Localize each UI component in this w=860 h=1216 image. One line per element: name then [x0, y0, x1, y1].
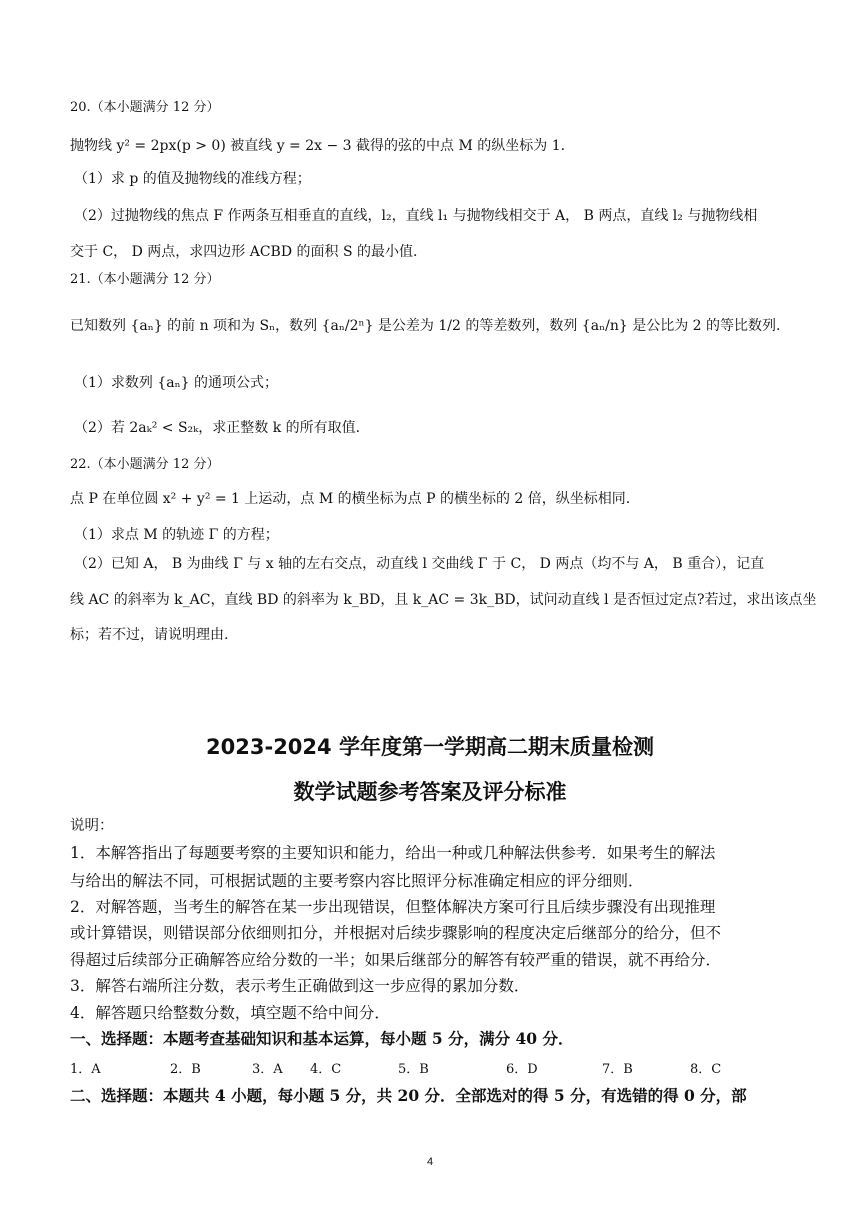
- q20-part2-line1: （2）过抛物线的焦点 F 作两条互相垂直的直线，l₂，直线 l₁ 与抛物线相交于 A， B 两点，直线 l₂ 与抛物线相: [74, 208, 758, 224]
- choice-answer: 5．B: [398, 1062, 429, 1077]
- q22-part1: （1）求点 M 的轨迹 Γ 的方程；: [74, 527, 279, 543]
- section-1-heading: 一、选择题：本题考查基础知识和基本运算，每小题 5 分，满分 40 分．: [70, 1029, 574, 1048]
- q20-stem: 抛物线 y² = 2px(p > 0) 被直线 y = 2x − 3 截得的弦的中点 M 的纵坐标为 1.: [70, 138, 566, 154]
- section-2-heading: 二、选择题：本题共 4 小题，每小题 5 分，共 20 分．全部选对的得 5 分，有选错的得 0 分，部: [70, 1086, 747, 1105]
- choice-answer: 6．D: [506, 1062, 538, 1077]
- page-number: 4: [426, 1156, 434, 1168]
- choice-answer: 7．B: [602, 1062, 633, 1077]
- q20-part2-line2: 交于 C， D 两点，求四边形 ACBD 的面积 S 的最小值.: [70, 244, 418, 260]
- q20-heading: 20.（本小题满分 12 分）: [70, 100, 220, 115]
- note-line: 得超过后续部分正确解答应给分数的一半；如果后继部分的解答有较严重的错误，就不再给分．: [70, 951, 722, 969]
- note-line: 3．解答右端所注分数，表示考生正确做到这一步应得的累加分数．: [70, 977, 530, 995]
- q22-part2-line1: （2）已知 A， B 为曲线 Γ 与 x 轴的左右交点，动直线 l 交曲线 Γ 于 C， D 两点（均不与 A， B 重合），记直: [74, 556, 765, 572]
- answer-key-title: 2023-2024 学年度第一学期高二期末质量检测: [206, 735, 654, 759]
- note-line: 4．解答题只给整数分数，填空题不给中间分．: [70, 1004, 390, 1022]
- q21-part2: （2）若 2aₖ² < S₂ₖ，求正整数 k 的所有取值.: [74, 420, 361, 436]
- q21-heading: 21.（本小题满分 12 分）: [70, 272, 220, 287]
- choice-answer: 8．C: [690, 1062, 722, 1077]
- q22-heading: 22.（本小题满分 12 分）: [70, 457, 220, 472]
- note-line: 与给出的解法不同，可根据试题的主要考察内容比照评分标准确定相应的评分细则．: [70, 872, 644, 890]
- q22-part2-line3: 标；若不过，请说明理由.: [70, 627, 229, 643]
- note-line: 1．本解答指出了每题要考察的主要知识和能力，给出一种或几种解法供参考．如果考生的解法: [70, 844, 716, 862]
- choice-answer: 2．B: [170, 1062, 201, 1077]
- q22-part2-line2: 线 AC 的斜率为 k_AC，直线 BD 的斜率为 k_BD，且 k_AC = 3k_BD，试问动直线 l 是否恒过定点?若过，求出该点坐: [70, 592, 817, 608]
- choice-answer: 1．A: [70, 1062, 101, 1077]
- answer-key-subtitle: 数学试题参考答案及评分标准: [293, 780, 567, 804]
- note-line: 或计算错误，则错误部分依细则扣分，并根据对后续步骤影响的程度决定后继部分的给分，但不: [70, 924, 722, 942]
- q20-part1: （1）求 p 的值及抛物线的准线方程；: [74, 171, 311, 187]
- choice-answer: 3．A: [252, 1062, 283, 1077]
- note-label: 说明：: [70, 818, 114, 834]
- q21-part1: （1）求数列 {aₙ} 的通项公式；: [74, 375, 279, 391]
- q21-stem: 已知数列 {aₙ} 的前 n 项和为 Sₙ，数列 {aₙ/2ⁿ} 是公差为 1/2 的等差数列，数列 {aₙ/n} 是公比为 2 的等比数列.: [70, 318, 781, 334]
- q22-stem: 点 P 在单位圆 x² + y² = 1 上运动，点 M 的横坐标为点 P 的横坐标的 2 倍，纵坐标相同.: [70, 491, 631, 507]
- choice-answer: 4．C: [310, 1062, 342, 1077]
- note-line: 2．对解答题，当考生的解答在某一步出现错误，但整体解决方案可行且后续步骤没有出现推理: [70, 898, 716, 916]
